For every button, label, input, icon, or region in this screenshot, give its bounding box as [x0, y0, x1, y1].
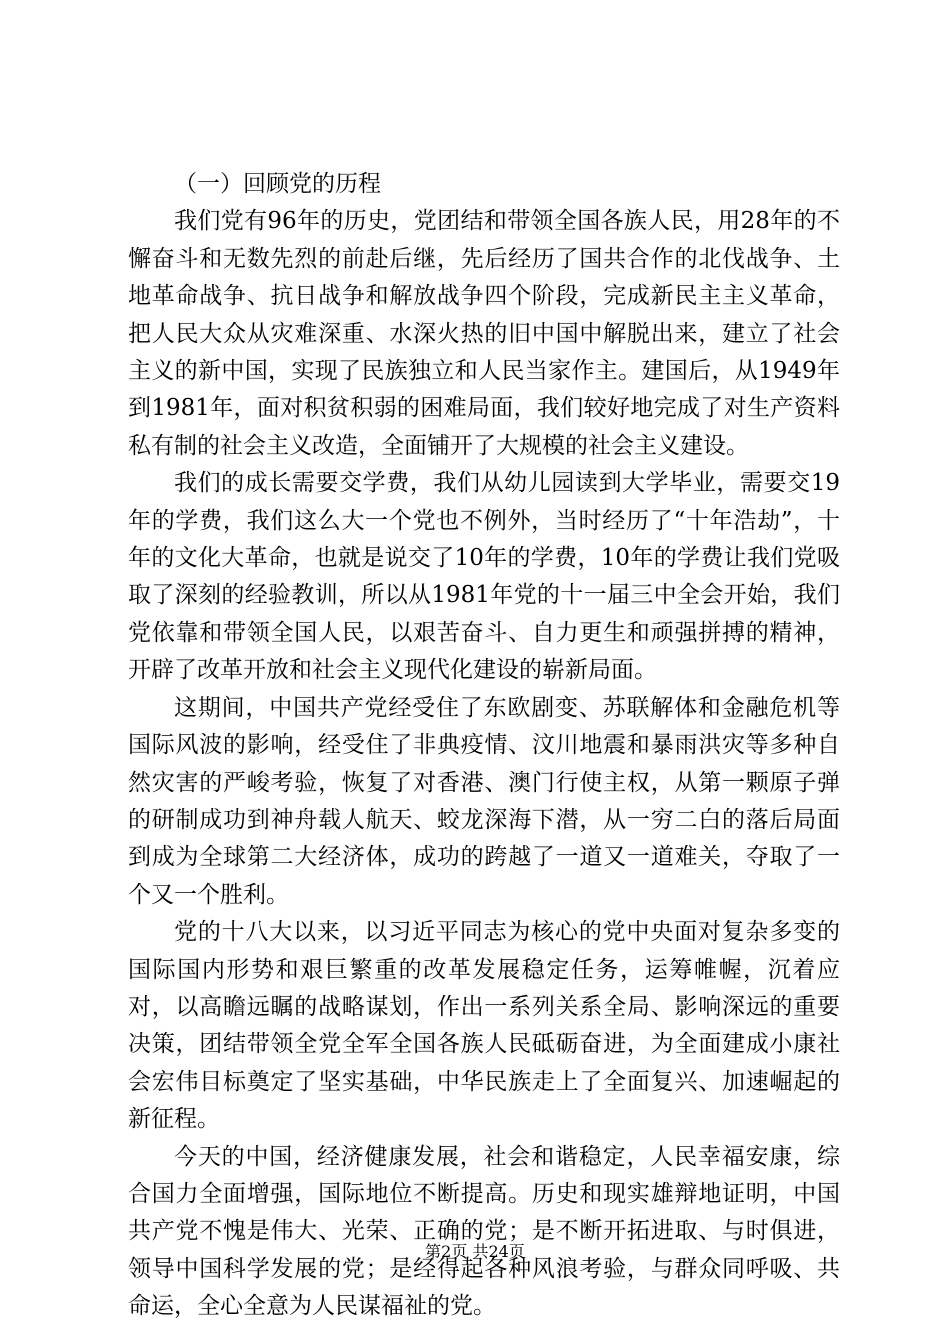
paragraph-challenges-overcome: 这期间，中国共产党经受住了东欧剧变、苏联解体和金融危机等国际风波的影响，经受住了非典疫情、汶川地震和暴雨洪灾等多种自然灾害的严峻考验，恢复了对香港、澳门行使主权，从第一颗原子弹的研制成功到神舟载人航天、蛟龙深海下潜，从一穷二白的落后局面到成为全球第二大经济体，成功的跨越了一道又一道难关，夺取了一个又一个胜利。 — [128, 694, 840, 908]
section-heading: （一）回顾党的历程 — [174, 171, 381, 197]
paragraph-party-history: 我们党有96年的历史，党团结和带领全国各族人民，用28年的不懈奋斗和无数先烈的前赴后继，先后经历了国共合作的北伐战争、土地革命战争、抗日战争和解放战争四个阶段，完成新民主主义革命，把人民大众从灾难深重、水深火热的旧中国中解脱出来，建立了社会主义的新中国，实现了民族独立和人民当家作主。建国后，从1949年到1981年，面对积贫积弱的困难局面，我们较好地完成了对生产资料私有制的社会主义改造，全面铺开了大规模的社会主义建设。 — [128, 208, 840, 459]
paragraph-since-18th-congress: 党的十八大以来，以习近平同志为核心的党中央面对复杂多变的国际国内形势和艰巨繁重的改革发展稳定任务，运筹帷幄，沉着应对，以高瞻远瞩的战略谋划，作出一系列关系全局、影响深远的重要决策，团结带领全党全军全国各族人民砥砺奋进，为全面建成小康社会宏伟目标奠定了坚实基础，中华民族走上了全面复兴、加速崛起的新征程。 — [128, 919, 840, 1133]
page-number-footer: 第2页 共24页 — [425, 1242, 525, 1261]
paragraph-china-today: 今天的中国，经济健康发展，社会和谐稳定，人民幸福安康，综合国力全面增强，国际地位不断提高。历史和现实雄辩地证明，中国共产党不愧是伟大、光荣、正确的党；是不断开拓进取、与时俱进，领导中国科学发展的党；是经得起各种风浪考验，与群众同呼吸、共命运，全心全意为人民谋福祉的党。 — [128, 1143, 840, 1320]
paragraph-lessons-learned: 我们的成长需要交学费，我们从幼儿园读到大学毕业，需要交19年的学费，我们这么大一个党也不例外，当时经历了“十年浩劫”，十年的文化大革命，也就是说交了10年的学费，10年的学费让我们党吸取了深刻的经验教训，所以从1981年党的十一届三中全会开始，我们党依靠和带领全国人民，以艰苦奋斗、自力更生和顽强拼搏的精神，开辟了改革开放和社会主义现代化建设的崭新局面。 — [128, 470, 840, 684]
document-body — [128, 166, 840, 1326]
